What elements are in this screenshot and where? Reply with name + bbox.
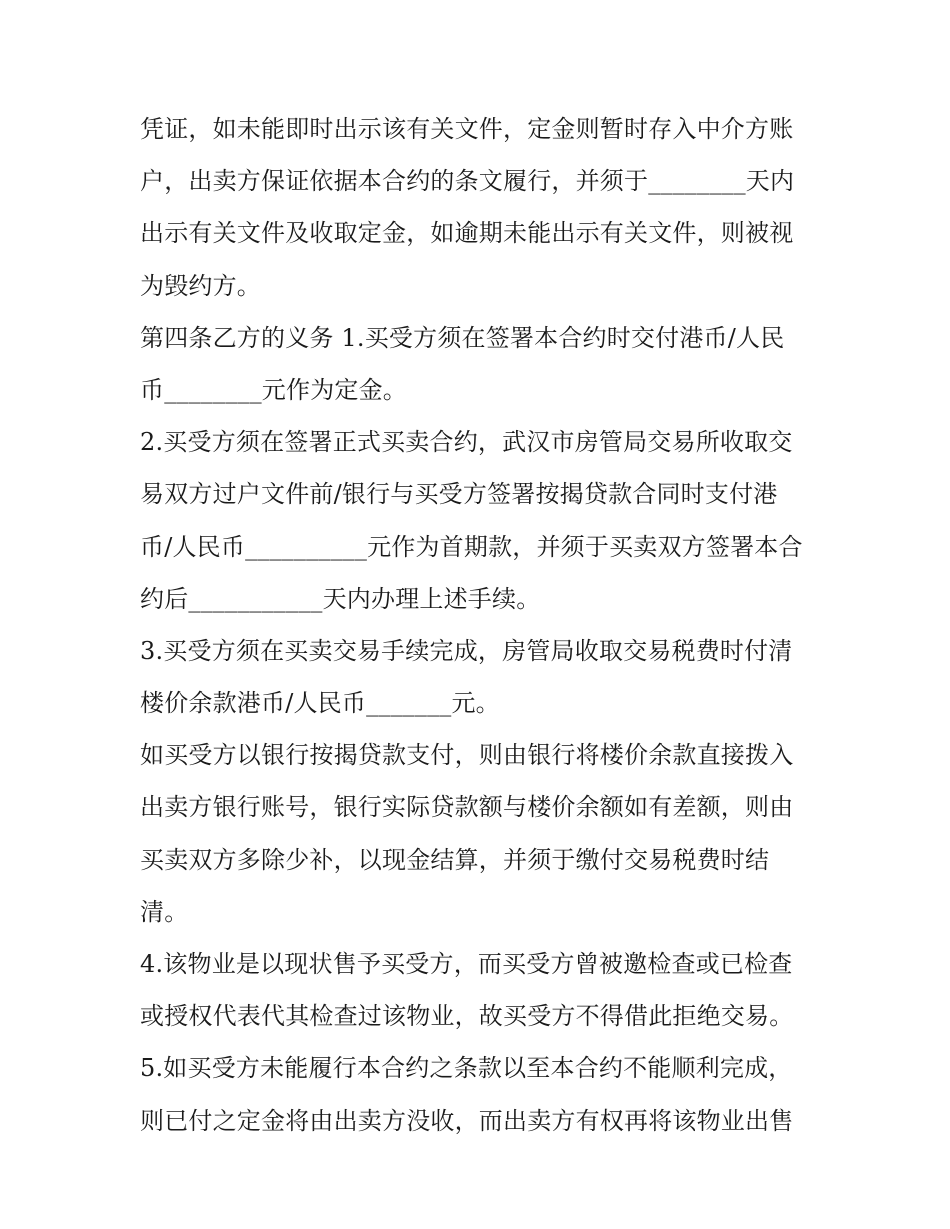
text-line-16: 清。 (140, 897, 189, 926)
text-line-1: 凭证，如未能即时出示该有关文件，定金则暂时存入中介方账 (140, 115, 794, 143)
text-line-14: 出卖方银行账号，银行实际贷款额与楼价余额如有差额，则由 (140, 793, 794, 822)
text-line-3: 出示有关文件及收取定金，如逾期未能出示有关文件，则被视 (140, 219, 794, 248)
document-body (140, 103, 820, 1147)
text-line-13: 如买受方以银行按揭贷款支付，则由银行将楼价余款直接拨入 (140, 741, 794, 770)
text-line-18: 或授权代表代其检查过该物业，故买受方不得借此拒绝交易。 (140, 1002, 794, 1031)
text-line-10: 约后___________天内办理上述手续。 (140, 584, 541, 613)
text-line-17: 4.该物业是以现状售予买受方，而买受方曾被邀检查或已检查 (140, 950, 793, 978)
text-line-15: 买卖双方多除少补，以现金结算，并须于缴付交易税费时结 (140, 845, 770, 874)
text-line-6: 币________元作为定金。 (140, 375, 407, 404)
text-line-7: 2.买受方须在签署正式买卖合约，武汉市房管局交易所收取交 (140, 428, 793, 457)
text-line-2: 户，出卖方保证依据本合约的条文履行，并须于________天内 (140, 167, 795, 196)
text-line-20: 则已付之定金将由出卖方没收，而出卖方有权再将该物业出售 (140, 1106, 794, 1135)
text-line-11: 3.买受方须在买卖交易手续完成，房管局收取交易税费时付清 (140, 636, 793, 665)
text-line-8: 易双方过户文件前/银行与买受方签署按揭贷款合同时支付港 (140, 480, 778, 509)
text-line-12: 楼价余款港币/人民币_______元。 (140, 689, 500, 718)
text-line-9: 币/人民币__________元作为首期款，并须于买卖双方签署本合 (140, 532, 803, 561)
text-line-4: 为毁约方。 (140, 271, 261, 300)
text-line-19: 5.如买受方未能履行本合约之条款以至本合约不能顺利完成， (140, 1054, 793, 1083)
text-line-5: 第四条乙方的义务 1.买受方须在签署本合约时交付港币/人民 (140, 323, 785, 352)
